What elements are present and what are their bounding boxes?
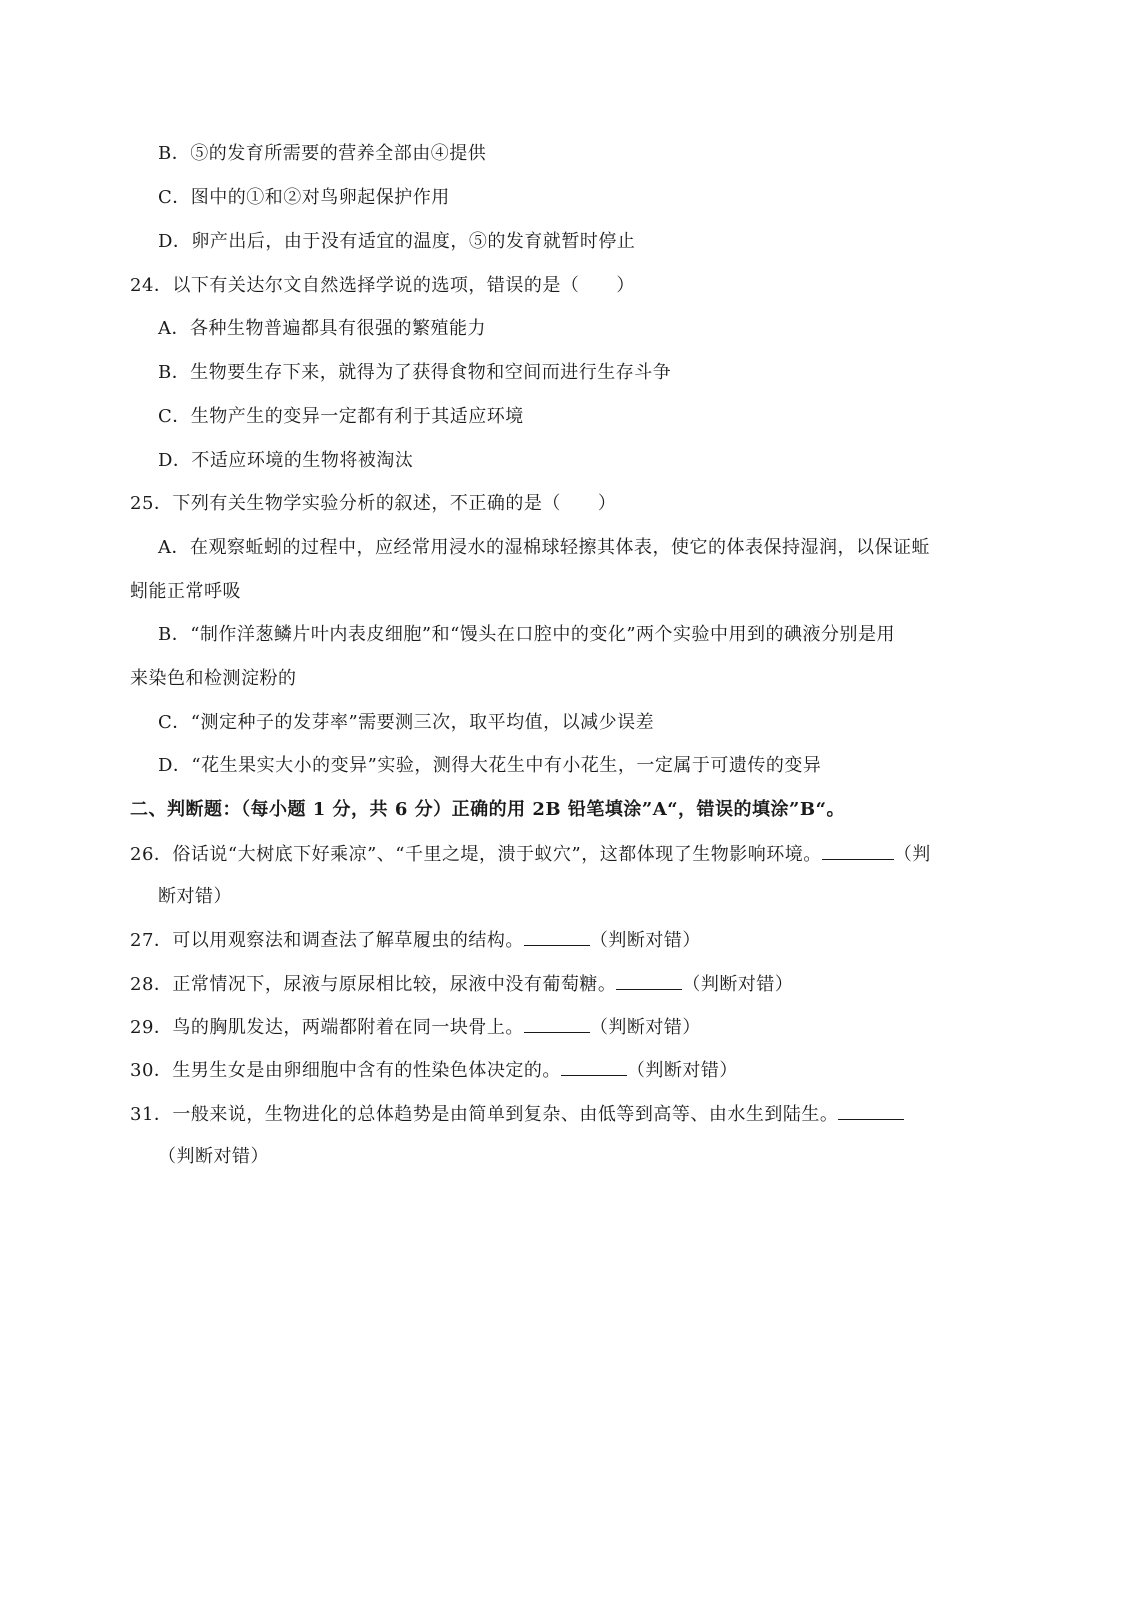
q30-answer-blank[interactable] xyxy=(561,1057,627,1076)
q27-text: 27．可以用观察法和调查法了解草履虫的结构。 xyxy=(130,930,524,951)
q27 xyxy=(130,927,701,954)
q25-option-a-line2: 蚓能正常呼吸 xyxy=(130,581,241,602)
q28-text: 28．正常情况下，尿液与原尿相比较，尿液中没有葡萄糖。 xyxy=(130,974,617,995)
q29 xyxy=(130,1014,701,1041)
q26-text: 26．俗话说“大树底下好乘凉”、“千里之堤，溃于蚁穴”，这都体现了生物影响环境。 xyxy=(130,844,822,865)
q27-answer-blank[interactable] xyxy=(524,927,590,946)
q30-suffix: （判断对错） xyxy=(626,1060,738,1081)
q25-option-b-line1: B．“制作洋葱鳞片叶内表皮细胞”和“馒头在口腔中的变化”两个实验中用到的碘液分别是用 xyxy=(158,624,896,645)
q31-line2: （判断对错） xyxy=(158,1146,269,1167)
q24-option-a: A．各种生物普遍都具有很强的繁殖能力 xyxy=(158,318,486,339)
q24-option-c: C．生物产生的变异一定都有利于其适应环境 xyxy=(158,406,524,427)
q30-text: 30．生男生女是由卵细胞中含有的性染色体决定的。 xyxy=(130,1060,561,1081)
q31-line1 xyxy=(130,1101,904,1128)
q30 xyxy=(130,1057,738,1084)
q28 xyxy=(130,971,793,998)
q23-option-c: C．图中的①和②对鸟卵起保护作用 xyxy=(158,187,450,208)
q24-option-d: D．不适应环境的生物将被淘汰 xyxy=(158,450,414,471)
q29-answer-blank[interactable] xyxy=(524,1014,590,1033)
q24-stem: 24．以下有关达尔文自然选择学说的选项，错误的是（ ） xyxy=(130,275,635,296)
q26-suffix: （判 xyxy=(893,844,931,865)
q29-text: 29．鸟的胸肌发达，两端都附着在同一块骨上。 xyxy=(130,1017,524,1038)
q23-option-d: D．卵产出后，由于没有适宜的温度，⑤的发育就暂时停止 xyxy=(158,231,636,252)
q25-option-d: D．“花生果实大小的变异”实验，测得大花生中有小花生，一定属于可遗传的变异 xyxy=(158,755,822,776)
section2-heading: 二、判断题：（每小题 1 分，共 6 分）正确的用 2B 铅笔填涂”A“，错误的填涂”B“。 xyxy=(130,799,845,820)
q25-option-b-line2: 来染色和检测淀粉的 xyxy=(130,668,297,689)
q24-option-b: B．生物要生存下来，就得为了获得食物和空间而进行生存斗争 xyxy=(158,362,672,383)
q25-option-a-line1: A．在观察蚯蚓的过程中，应经常用浸水的湿棉球轻擦其体表，使它的体表保持湿润，以保证蚯 xyxy=(158,537,930,558)
q28-answer-blank[interactable] xyxy=(616,971,682,990)
q28-suffix: （判断对错） xyxy=(682,974,794,995)
q29-suffix: （判断对错） xyxy=(589,1017,701,1038)
q26-line2: 断对错） xyxy=(158,886,232,907)
q27-suffix: （判断对错） xyxy=(589,930,701,951)
q31-text: 31．一般来说，生物进化的总体趋势是由简单到复杂、由低等到高等、由水生到陆生。 xyxy=(130,1104,839,1125)
q26-line1 xyxy=(130,841,931,868)
q25-stem: 25．下列有关生物学实验分析的叙述，不正确的是（ ） xyxy=(130,493,617,514)
q23-option-b: B．⑤的发育所需要的营养全部由④提供 xyxy=(158,143,487,164)
q26-answer-blank[interactable] xyxy=(822,841,894,860)
q31-answer-blank[interactable] xyxy=(838,1101,904,1120)
q25-option-c: C．“测定种子的发芽率”需要测三次，取平均值，以减少误差 xyxy=(158,712,655,733)
